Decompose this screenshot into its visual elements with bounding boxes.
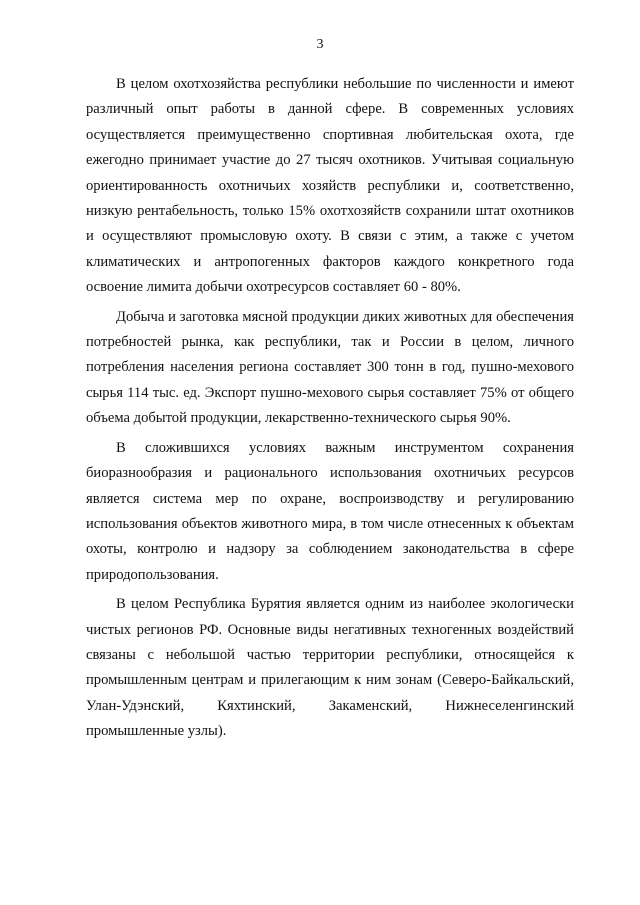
paragraph-ecology-buryatia: В целом Республика Бурятия является одним из наиболее экологически чистых регионов РФ. Основные виды негативных техногенных воздействий связаны с небольшой частью территории республики, относящейся к промышленным центрам и прилегающим к ним зонам (Северо-Байкальский, Улан-Удэнский, Кяхтинский, Закаменский, Нижнеселенгинский промышленные узлы). (86, 596, 574, 740)
page-number: 3 (316, 37, 324, 52)
document-body (86, 72, 574, 749)
paragraph-meat-production: Добыча и заготовка мясной продукции диких животных для обеспечения потребностей рынка, как республики, так и России в целом, личного потребления населения региона составляет 300 тонн в год, пушно-мехового сырья 114 тыс. ед. Экспорт пушно-мехового сырья составляет 75% от общего объема добытой продукции, лекарственно-технического сырья 90%. (86, 308, 574, 427)
paragraph-hunting-farms: В целом охотхозяйства республики небольшие по численности и имеют различный опыт работы в данной сфере. В современных условиях осуществляется преимущественно спортивная любительская охота, где ежегодно принимает участие до 27 тысяч охотников. Учитывая социальную ориентированность охотничьих хозяйств республики и, соответственно, низкую рентабельность, только 15% охотхозяйств сохранили штат охотников и осуществляют промысловую охоту. В связи с этим, а также с учетом климатических и антропогенных факторов каждого конкретного года освоение лимита добычи охотресурсов составляет 60 - 80%. (86, 76, 574, 296)
paragraph-biodiversity-measures: В сложившихся условиях важным инструментом сохранения биоразнообразия и рационального использования охотничьих ресурсов является система мер по охране, воспроизводству и регулированию использования объектов животного мира, в том числе отнесенных к объектам охоты, контролю и надзору за соблюдением законодательства в сфере природопользования. (86, 439, 574, 583)
